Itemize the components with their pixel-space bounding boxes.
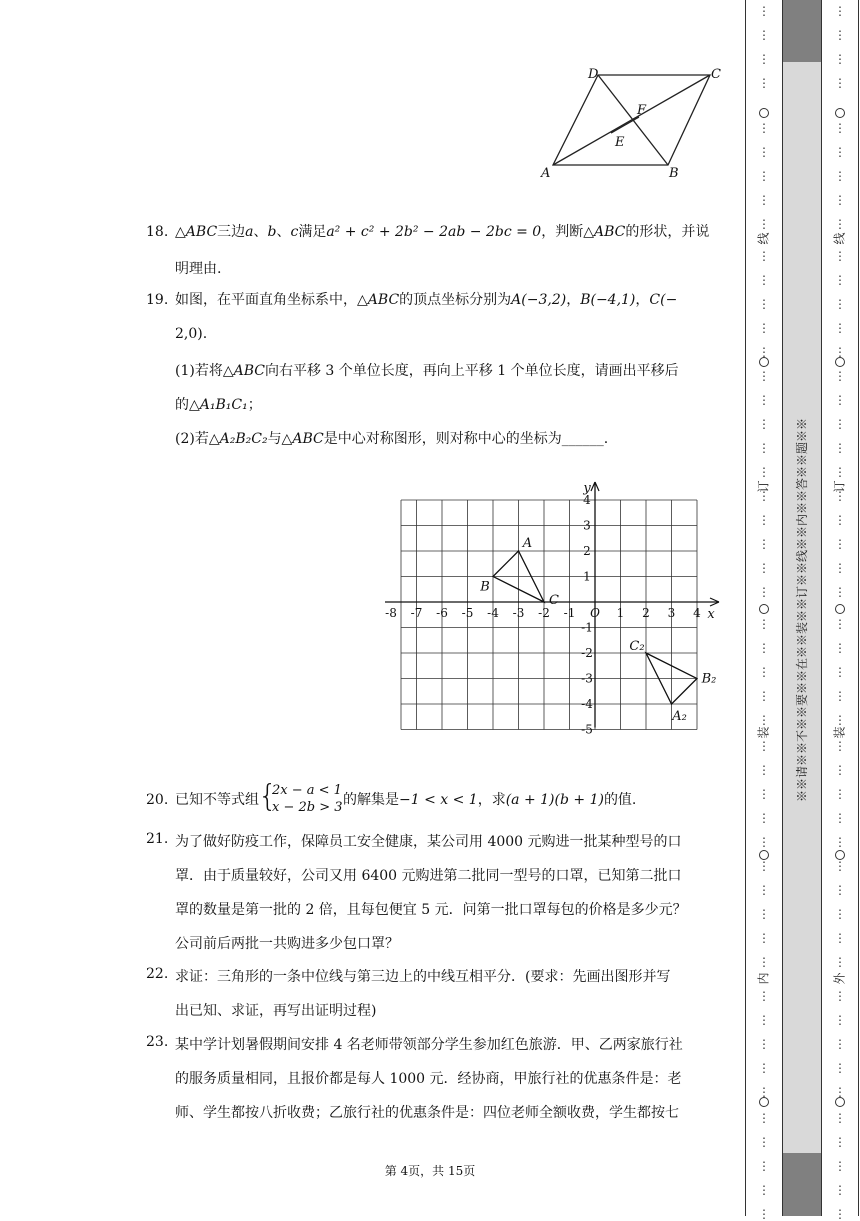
label-F: F: [637, 103, 647, 118]
inner-dotted-column: [756, 0, 771, 1221]
question-19: [146, 292, 678, 309]
circle-mark: [835, 1097, 845, 1107]
dotted-separator: ⋮: [758, 537, 770, 551]
dotted-separator: ⋮: [834, 441, 846, 455]
circle-mark: [835, 604, 845, 614]
dotted-separator: ⋮: [758, 763, 770, 777]
x-tick-label: 2: [642, 606, 650, 620]
point-label-C: C: [549, 593, 559, 608]
dotted-separator: ⋮: [834, 1207, 846, 1221]
dotted-separator: ⋮: [834, 713, 846, 727]
text: (1)若将△: [175, 363, 234, 379]
dotted-separator: ⋮: [834, 393, 846, 407]
question-19-line2: 2,0).: [175, 326, 208, 342]
dotted-separator: ⋮: [834, 811, 846, 825]
text: 与△: [267, 431, 293, 447]
dotted-separator: ⋮: [758, 1111, 770, 1125]
text: (2)若△: [175, 431, 220, 447]
dotted-separator: ⋮: [834, 297, 846, 311]
question-21-line4: 公司前后两批一共购进多少包口罩？: [175, 936, 399, 952]
point-label-A: A: [522, 536, 533, 551]
question-number: 19.: [146, 292, 169, 308]
dotted-separator: ⋮: [758, 369, 770, 383]
question-18: [146, 224, 710, 241]
dotted-separator: ⋮: [758, 1207, 770, 1221]
dotted-separator: ⋮: [834, 537, 846, 551]
circle-mark: [759, 1097, 769, 1107]
dotted-separator: ⋮: [834, 465, 846, 479]
dotted-separator: ⋮: [758, 1159, 770, 1173]
math-var: ABC: [233, 363, 265, 379]
dotted-separator: ⋮: [758, 193, 770, 207]
dotted-separator: ⋮: [758, 1085, 770, 1099]
dotted-separator: ⋮: [834, 931, 846, 945]
question-20: [146, 779, 637, 815]
text: 是中心对称图形，则对称中心的坐标为______.: [323, 431, 609, 447]
math-var: ABC: [185, 224, 218, 240]
text: ，判断△: [541, 224, 594, 240]
dotted-separator: ⋮: [758, 121, 770, 135]
outer-border-right: [858, 0, 859, 1216]
point-label-B: B: [480, 579, 490, 595]
question-18-line2: 明理由.: [175, 261, 222, 277]
x-tick-label: -4: [487, 606, 499, 620]
dotted-separator: ⋮: [834, 739, 846, 753]
dotted-separator: ⋮: [834, 883, 846, 897]
inequality-1: 2x − a < 1: [272, 783, 342, 798]
dotted-separator: ⋮: [758, 739, 770, 753]
dotted-separator: ⋮: [834, 1135, 846, 1149]
dotted-separator: ⋮: [758, 145, 770, 159]
x-tick-label: -8: [385, 606, 397, 620]
dotted-separator: ⋮: [758, 617, 770, 631]
dotted-separator: ⋮: [834, 907, 846, 921]
x-axis-label: x: [707, 607, 715, 622]
coord: C(−: [649, 292, 678, 308]
dotted-separator: ⋮: [834, 369, 846, 383]
dotted-separator: ⋮: [758, 787, 770, 801]
binding-char: 装: [832, 726, 847, 739]
y-tick-label: 1: [583, 569, 591, 584]
dotted-separator: ⋮: [834, 835, 846, 849]
label-B: B: [669, 166, 679, 181]
y-tick-label: 3: [583, 518, 591, 533]
question-23-line1: 某中学计划暑假期间安排 4 名老师带领部分学生参加红色旅游．甲、乙两家旅行社: [175, 1037, 683, 1053]
x-tick-label: -3: [512, 606, 525, 620]
text: 、: [253, 224, 268, 240]
text: 三边: [217, 224, 246, 240]
text: 如图，在平面直角坐标系中，△: [175, 292, 368, 308]
math-var: ABC: [292, 431, 324, 447]
text: 的△: [175, 397, 200, 413]
text: 已知不等式组: [175, 792, 259, 808]
parallelogram-figure: [535, 62, 725, 182]
dotted-separator: ⋮: [834, 641, 846, 655]
text: ，: [566, 292, 581, 308]
dotted-separator: ⋮: [834, 321, 846, 335]
dotted-separator: ⋮: [834, 689, 846, 703]
point-label-A2: A₂: [672, 709, 687, 724]
text: ；: [247, 397, 262, 413]
dotted-separator: ⋮: [834, 273, 846, 287]
warning-text: ※※请※※不※※要※※在※※装※※订※※线※※内※※答※※题※※: [795, 418, 809, 803]
dotted-separator: ⋮: [758, 1013, 770, 1027]
label-C: C: [711, 67, 721, 82]
outer-dotted-column: [832, 0, 847, 1221]
gray-band-bottom: [783, 1153, 821, 1216]
gray-band-top: [783, 0, 821, 62]
question-21-line3: 罩的数量是第一批的 2 倍，且每包便宜 5 元．问第一批口罩每包的价格是多少元？: [175, 902, 687, 918]
dotted-separator: ⋮: [834, 121, 846, 135]
circle-mark: [835, 850, 845, 860]
point-label-B2: B₂: [701, 671, 717, 687]
dotted-separator: ⋮: [834, 1159, 846, 1173]
binding-char: 内: [756, 972, 771, 985]
dotted-separator: ⋮: [758, 4, 770, 18]
circle-mark: [759, 357, 769, 367]
coord: A(−3,2): [511, 292, 567, 308]
binding-margin: [745, 0, 860, 1221]
dotted-separator: ⋮: [834, 955, 846, 969]
text: 满足: [298, 224, 327, 240]
question-number: 18.: [146, 224, 169, 240]
dotted-separator: ⋮: [834, 217, 846, 231]
circle-mark: [835, 108, 845, 118]
dotted-separator: ⋮: [758, 321, 770, 335]
circle-mark: [759, 604, 769, 614]
dotted-separator: ⋮: [834, 763, 846, 777]
dotted-separator: ⋮: [758, 417, 770, 431]
coordinate-grid-figure: [380, 480, 730, 750]
dotted-separator: ⋮: [758, 713, 770, 727]
math-var: A₁B₁C₁: [199, 397, 248, 413]
dotted-separator: ⋮: [834, 513, 846, 527]
text: 的值.: [603, 792, 637, 808]
dotted-separator: ⋮: [834, 489, 846, 503]
text: ，求: [477, 792, 506, 808]
y-tick-label: -4: [581, 697, 593, 711]
math-var: ABC: [367, 292, 400, 308]
math-expr: −1 < x < 1: [399, 792, 478, 808]
text: 的解集是: [343, 792, 399, 808]
dotted-separator: ⋮: [758, 665, 770, 679]
text: △: [175, 224, 186, 240]
outer-border-left: [821, 0, 822, 1216]
dotted-separator: ⋮: [758, 345, 770, 359]
point-label-C2: C₂: [629, 639, 645, 654]
dotted-separator: ⋮: [758, 561, 770, 575]
dotted-separator: ⋮: [834, 345, 846, 359]
dotted-separator: ⋮: [758, 1135, 770, 1149]
x-tick-label: 1: [616, 606, 625, 620]
question-23-number: 23.: [146, 1034, 169, 1050]
dotted-separator: ⋮: [834, 617, 846, 631]
binding-char: 订: [832, 480, 847, 493]
math-var: c: [290, 224, 299, 240]
dotted-separator: ⋮: [758, 76, 770, 90]
dotted-separator: ⋮: [834, 169, 846, 183]
binding-char: 外: [832, 972, 847, 985]
dotted-separator: ⋮: [834, 1037, 846, 1051]
question-22-line1: 求证：三角形的一条中位线与第三边上的中线互相平分．(要求：先画出图形并写: [175, 969, 671, 985]
dotted-separator: ⋮: [758, 393, 770, 407]
binding-char: 装: [756, 726, 771, 739]
y-tick-label: 2: [583, 544, 591, 558]
text: 的形状，并说: [625, 224, 710, 240]
question-number: 20.: [146, 792, 169, 808]
question-21-number: 21.: [146, 831, 169, 847]
x-tick-label: -1: [563, 606, 576, 620]
warning-vertical-text: [791, 370, 813, 850]
dotted-separator: ⋮: [758, 52, 770, 66]
dotted-separator: ⋮: [834, 1061, 846, 1075]
dotted-separator: ⋮: [834, 1013, 846, 1027]
text: ，: [635, 292, 650, 308]
dotted-separator: ⋮: [758, 1061, 770, 1075]
x-tick-label: -7: [410, 606, 423, 620]
binding-char: 线: [756, 232, 771, 245]
dotted-separator: ⋮: [758, 585, 770, 599]
dotted-separator: ⋮: [834, 28, 846, 42]
dotted-separator: ⋮: [834, 193, 846, 207]
binding-char: 订: [756, 480, 771, 493]
question-19-part1: [175, 360, 679, 380]
dotted-separator: ⋮: [834, 1085, 846, 1099]
circle-mark: [759, 850, 769, 860]
dotted-separator: ⋮: [834, 145, 846, 159]
dotted-separator: ⋮: [758, 465, 770, 479]
question-23-line3: 师、学生都按八折收费；乙旅行社的优惠条件是：四位老师全额收费，学生都按七: [175, 1105, 679, 1121]
circle-mark: [759, 108, 769, 118]
text: 向右平移 3 个单位长度，再向上平移 1 个单位长度，请画出平移后: [264, 363, 679, 379]
dotted-separator: ⋮: [834, 561, 846, 575]
dotted-separator: ⋮: [758, 1183, 770, 1197]
dotted-separator: ⋮: [758, 883, 770, 897]
dotted-separator: ⋮: [758, 249, 770, 263]
question-22-number: 22.: [146, 966, 169, 982]
dotted-separator: ⋮: [758, 835, 770, 849]
question-19-part1-line2: [175, 394, 262, 414]
x-tick-label: -2: [538, 606, 550, 620]
question-21-line2: 罩．由于质量较好，公司又用 6400 元购进第二批同一型号的口罩，已知第二批口: [175, 868, 682, 884]
dotted-separator: ⋮: [834, 665, 846, 679]
dotted-separator: ⋮: [758, 169, 770, 183]
label-E: E: [615, 135, 625, 150]
dotted-separator: ⋮: [758, 441, 770, 455]
text: 、: [276, 224, 291, 240]
label-A: A: [541, 166, 551, 181]
dotted-separator: ⋮: [834, 417, 846, 431]
dotted-separator: ⋮: [834, 1183, 846, 1197]
text: 的顶点坐标分别为: [399, 292, 512, 308]
math-var: a: [245, 224, 254, 240]
origin-label: O: [590, 606, 600, 620]
brace: {: [258, 779, 278, 814]
dotted-separator: ⋮: [758, 989, 770, 1003]
question-21-line1: 为了做好防疫工作，保障员工安全健康，某公司用 4000 元购进一批某种型号的口: [175, 834, 682, 850]
dotted-separator: ⋮: [758, 489, 770, 503]
y-tick-label: 4: [583, 493, 591, 507]
x-tick-label: 4: [693, 606, 701, 620]
dotted-separator: ⋮: [758, 28, 770, 42]
dotted-separator: ⋮: [834, 52, 846, 66]
dotted-separator: ⋮: [758, 859, 770, 873]
dotted-separator: ⋮: [758, 689, 770, 703]
dotted-separator: ⋮: [758, 513, 770, 527]
binding-char: 线: [832, 232, 847, 245]
dotted-separator: ⋮: [834, 989, 846, 1003]
dotted-separator: ⋮: [758, 1037, 770, 1051]
question-19-part2: [175, 428, 608, 448]
inequality-2: x − 2b > 3: [272, 800, 343, 815]
dotted-separator: ⋮: [758, 217, 770, 231]
x-tick-label: -6: [436, 606, 448, 620]
math-expr: (a + 1)(b + 1): [505, 792, 604, 808]
coord: B(−4,1): [580, 292, 636, 308]
dotted-separator: ⋮: [758, 273, 770, 287]
circle-mark: [835, 357, 845, 367]
equation: a² + c² + 2b² − 2ab − 2bc = 0: [326, 224, 542, 240]
dotted-separator: ⋮: [758, 811, 770, 825]
y-axis-label: y: [583, 481, 591, 496]
y-tick-label: -3: [581, 671, 593, 686]
dotted-separator: ⋮: [834, 787, 846, 801]
x-tick-label: 3: [667, 606, 676, 620]
math-var: A₂B₂C₂: [219, 431, 268, 447]
math-var: ABC: [594, 224, 626, 240]
dotted-separator: ⋮: [834, 76, 846, 90]
dotted-separator: ⋮: [834, 585, 846, 599]
dotted-separator: ⋮: [834, 249, 846, 263]
label-D: D: [588, 67, 599, 82]
question-22-line2: 出已知、求证，再写出证明过程): [175, 1003, 377, 1019]
dotted-separator: ⋮: [758, 641, 770, 655]
page-footer: 第 4页，共 15页: [384, 1164, 476, 1178]
dotted-separator: ⋮: [834, 1111, 846, 1125]
question-23-line2: 的服务质量相同，且报价都是每人 1000 元．经协商，甲旅行社的优惠条件是：老: [175, 1071, 682, 1087]
dotted-separator: ⋮: [758, 297, 770, 311]
x-tick-label: -5: [461, 606, 474, 620]
dotted-separator: ⋮: [758, 931, 770, 945]
y-tick-label: -2: [581, 646, 593, 660]
dotted-separator: ⋮: [758, 907, 770, 921]
dotted-separator: ⋮: [834, 4, 846, 18]
y-tick-label: -5: [581, 722, 593, 737]
math-var: b: [267, 224, 277, 240]
dotted-separator: ⋮: [758, 955, 770, 969]
y-tick-label: -1: [581, 620, 593, 635]
inner-border-left: [745, 0, 746, 1216]
dotted-separator: ⋮: [834, 859, 846, 873]
